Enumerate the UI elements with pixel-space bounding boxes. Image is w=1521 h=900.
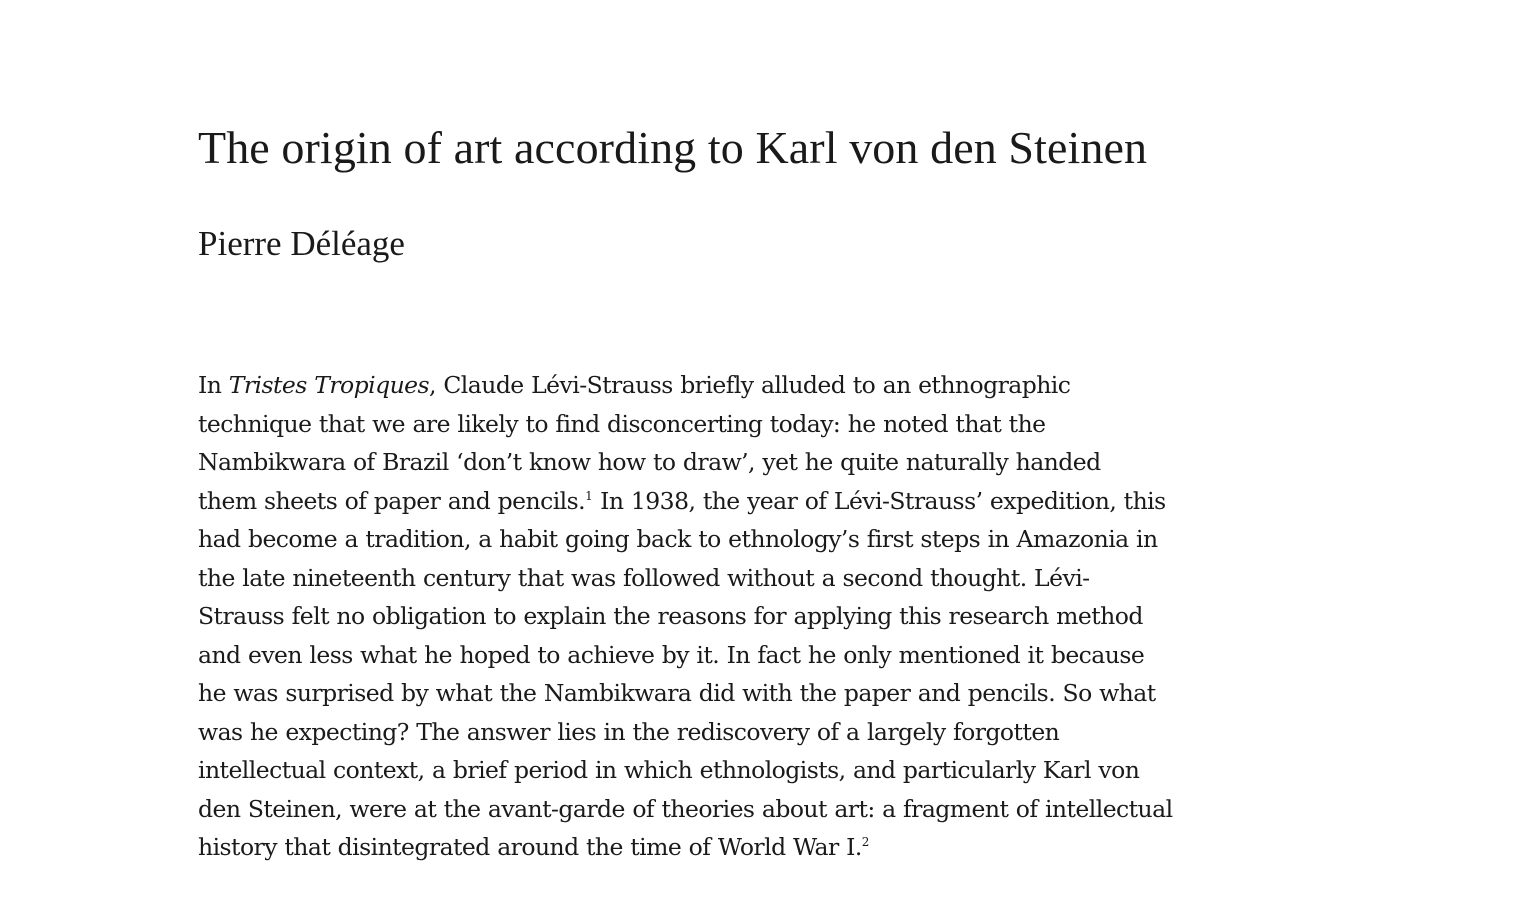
paragraph-line: Nambikwara of Brazil ‘don’t know how to draw’, yet he quite naturally handed <box>198 448 1101 476</box>
paragraph-line: had become a tradition, a habit going back to ethnology’s first steps in Amazonia in <box>198 525 1158 553</box>
text-run: , Claude Lévi-Strauss briefly alluded to an ethnographic <box>429 371 1071 399</box>
paragraph-line <box>198 366 1278 405</box>
footnote-marker-2[interactable]: 2 <box>861 835 870 849</box>
text-run: In 1938, the year of Lévi-Strauss’ expedition, this <box>592 486 1166 515</box>
paragraph-line: Strauss felt no obligation to explain the reasons for applying this research method <box>198 602 1143 630</box>
text-run: In <box>198 371 229 399</box>
paragraph-line: he was surprised by what the Nambikwara did with the paper and pencils. So what <box>198 679 1156 707</box>
book-title-italic: Tristes Tropiques <box>228 371 430 399</box>
paragraph-line: the late nineteenth century that was followed without a second thought. Lévi- <box>198 563 1090 592</box>
text-run: them sheets of paper and pencils. <box>198 486 586 515</box>
footnote-marker-1[interactable]: 1 <box>585 488 593 503</box>
paragraph-line: was he expecting? The answer lies in the rediscovery of a largely forgotten <box>198 717 1060 746</box>
paragraph-line <box>198 482 1278 521</box>
article-author: Pierre Déléage <box>198 224 405 263</box>
paragraph-line <box>198 828 1278 867</box>
paragraph-line: den Steinen, were at the avant-garde of theories about art: a fragment of intellectual <box>198 794 1173 823</box>
body-paragraph <box>198 366 1278 867</box>
paragraph-line: technique that we are likely to find disconcerting today: he noted that the <box>198 409 1046 438</box>
paragraph-line: and even less what he hoped to achieve by it. In fact he only mentioned it because <box>198 640 1145 669</box>
paragraph-line: intellectual context, a brief period in which ethnologists, and particularly Karl von <box>198 756 1140 784</box>
text-run: history that disintegrated around the time of World War I. <box>198 833 862 861</box>
article-title: The origin of art according to Karl von den Steinen <box>198 122 1148 173</box>
